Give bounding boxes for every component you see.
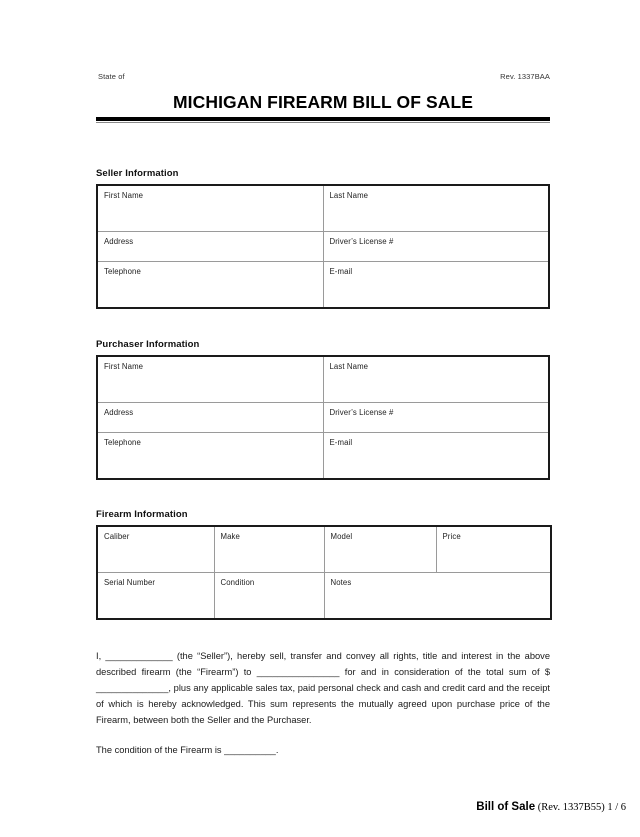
firearm-information-table xyxy=(96,525,552,620)
seller-email-cell[interactable]: E-mail xyxy=(323,262,549,309)
state-of-label: State of xyxy=(98,72,125,81)
seller-address-cell[interactable]: Address xyxy=(97,232,323,262)
firearm-notes-cell[interactable]: Notes xyxy=(324,573,551,620)
seller-telephone-cell[interactable]: Telephone xyxy=(97,262,323,309)
document-footer xyxy=(476,797,626,815)
purchaser-first-name-cell[interactable]: First Name xyxy=(97,356,323,403)
table-row xyxy=(97,573,551,620)
table-row xyxy=(97,403,549,433)
purchaser-drivers-license-cell[interactable]: Driver’s License # xyxy=(323,403,549,433)
firearm-serial-number-cell[interactable]: Serial Number xyxy=(97,573,214,620)
purchaser-address-cell[interactable]: Address xyxy=(97,403,323,433)
firearm-condition-cell[interactable]: Condition xyxy=(214,573,324,620)
agreement-paragraph: I, _____________ (the “Seller”), hereby sell, transfer and convey all rights, title and interest in the above described firearm (the “Firearm”) to ________________ for and in consideration of the total sum of $ ______________, plus any applicable sales tax, paid personal check and cash and credit card and the receipt of which is hereby acknowledged. This sum represents the mutually agreed upon purchase price of the Firearm, between both the Seller and the Purchaser. xyxy=(96,651,550,726)
purchaser-telephone-cell[interactable]: Telephone xyxy=(97,433,323,480)
firearm-price-cell[interactable]: Price xyxy=(436,526,551,573)
footer-revision-page: (Rev. 1337B55) 1 / 6 xyxy=(535,802,626,813)
table-row xyxy=(97,526,551,573)
firearm-make-cell[interactable]: Make xyxy=(214,526,324,573)
title-rule-thick xyxy=(96,117,550,121)
document-content xyxy=(96,0,550,768)
seller-last-name-cell[interactable]: Last Name xyxy=(323,185,549,232)
table-row xyxy=(97,232,549,262)
condition-paragraph: The condition of the Firearm is __________. xyxy=(96,745,279,756)
page-title: MICHIGAN FIREARM BILL OF SALE xyxy=(172,92,474,112)
seller-drivers-license-cell[interactable]: Driver’s License # xyxy=(323,232,549,262)
table-row xyxy=(97,356,549,403)
firearm-model-cell[interactable]: Model xyxy=(324,526,436,573)
footer-document-name: Bill of Sale xyxy=(476,801,536,813)
purchaser-section-heading: Purchaser Information xyxy=(96,339,200,351)
purchaser-last-name-cell[interactable]: Last Name xyxy=(323,356,549,403)
purchaser-email-cell[interactable]: E-mail xyxy=(323,433,549,480)
title-rule-thin xyxy=(96,122,550,123)
firearm-section-heading: Firearm Information xyxy=(96,509,188,521)
seller-section-heading: Seller Information xyxy=(96,168,179,180)
table-row xyxy=(97,262,549,309)
seller-first-name-cell[interactable]: First Name xyxy=(97,185,323,232)
header-revision-code: Rev. 1337BAA xyxy=(500,72,550,81)
purchaser-information-table xyxy=(96,355,550,480)
table-row xyxy=(97,185,549,232)
document-header xyxy=(96,72,550,88)
firearm-caliber-cell[interactable]: Caliber xyxy=(97,526,214,573)
seller-information-table xyxy=(96,184,550,309)
table-row xyxy=(97,433,549,480)
